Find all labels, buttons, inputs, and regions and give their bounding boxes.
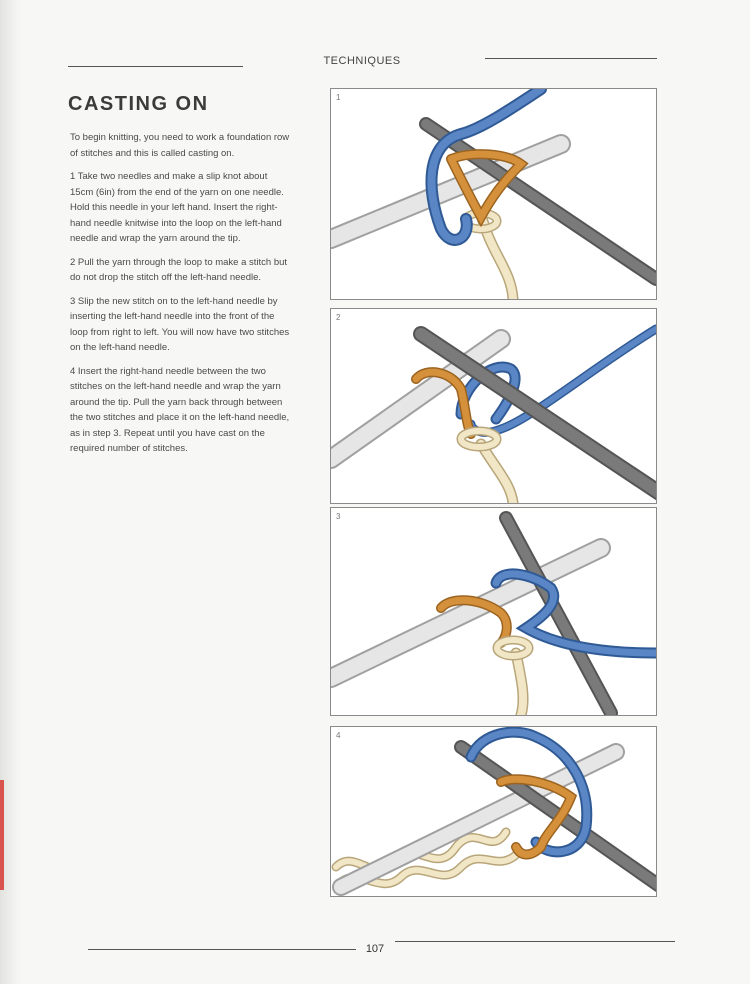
footer-rule-right (395, 941, 675, 942)
panel-number: 1 (336, 93, 341, 102)
step-1-illustration (331, 89, 656, 299)
cream-yarn-tail (461, 431, 513, 503)
instructions (70, 130, 290, 465)
illustration-panel-3 (330, 507, 657, 716)
illustration-panel-4 (330, 726, 657, 897)
step-3: 3 Slip the new stitch on to the left-hand needle by inserting the left-hand needle into the front of the loop from right to left. You will now have two stitches on the left-hand needle. (70, 295, 290, 353)
step-4-illustration (331, 727, 656, 896)
section-header: TECHNIQUES (323, 55, 401, 67)
step-2: 2 Pull the yarn through the loop to make a stitch but do not drop the stitch off the left-hand needle. (70, 256, 288, 283)
intro-paragraph: To begin knitting, you need to work a foundation row of stitches and this is called casting on. (70, 132, 290, 159)
header-rule-left (68, 66, 243, 67)
page-number: 107 (365, 943, 385, 955)
header-rule-right (485, 58, 657, 59)
left-needle (331, 339, 501, 459)
step-4: 4 Insert the right-hand needle between the two stitches on the left-hand needle and wrap the yarn around the tip. Pull the yarn back through between the two stitches and place it on the left-hand needle, as in step 3. Repeat until you have cast on the required number of stitches. (70, 365, 290, 454)
page-title: CASTING ON (68, 93, 209, 115)
step-3-illustration (331, 508, 656, 715)
step-2-illustration (331, 309, 656, 503)
panel-number: 3 (336, 512, 341, 521)
panel-number: 4 (336, 731, 341, 740)
illustration-panel-1 (330, 88, 657, 300)
step-1: 1 Take two needles and make a slip knot about 15cm (6in) from the end of the yarn on one needle. Hold this needle in your left hand. Insert the right-hand needle knitwise into the loop on the left-hand needle and wrap the yarn around the tip. (70, 171, 284, 244)
illustration-panel-2 (330, 308, 657, 504)
page-edge-marker (0, 780, 4, 890)
panel-number: 2 (336, 313, 341, 322)
cream-yarn-tail (497, 640, 529, 715)
footer-rule-left (88, 949, 356, 950)
